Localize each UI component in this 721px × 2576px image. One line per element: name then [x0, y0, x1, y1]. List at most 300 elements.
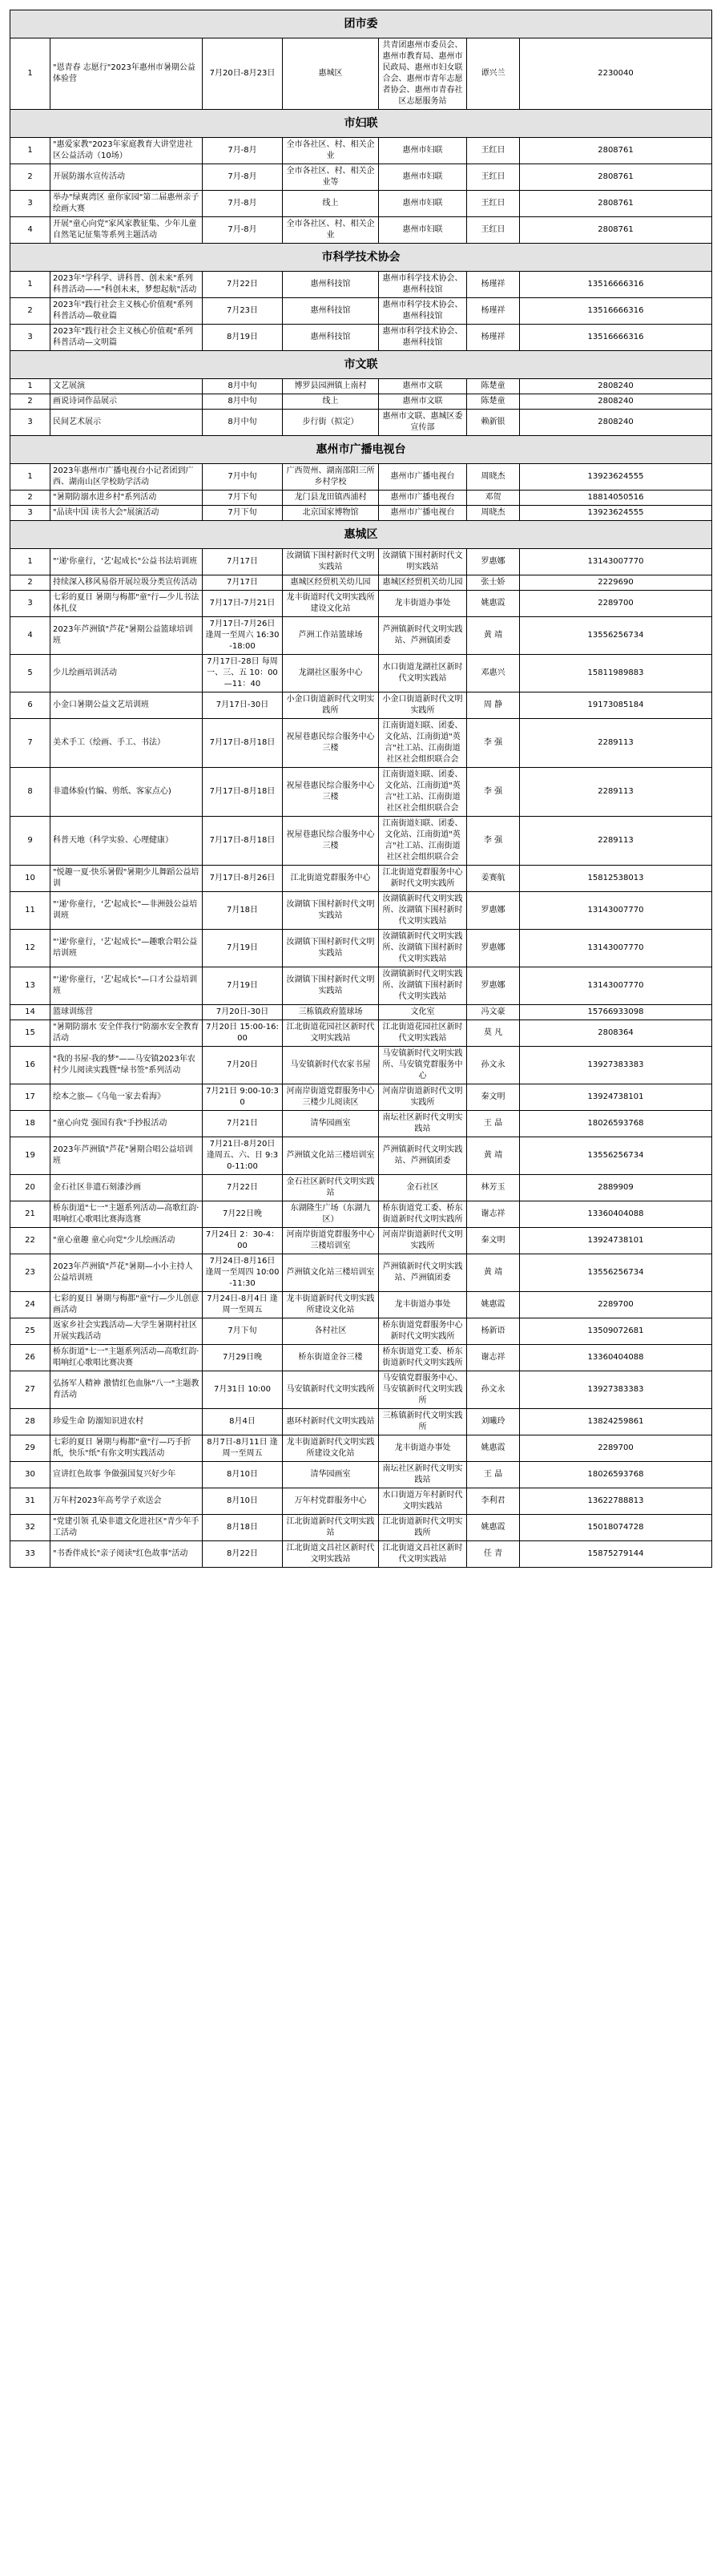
activity-time-cell: 7月17日-28日 每周一、三、五 10：00—11：40	[203, 655, 283, 692]
activity-time-cell: 7月17日-8月18日	[203, 768, 283, 817]
row-index-cell: 1	[10, 464, 50, 491]
activity-location-cell: 江北街道花园社区新时代文明实践站	[283, 1020, 379, 1047]
activity-time-cell: 7月17日-7月26日 逢周一至周六 16:30-18:00	[203, 617, 283, 655]
activity-name-cell: "惠爱家教"2023年家庭教育大讲堂进社区公益活动（10场）	[50, 138, 203, 164]
contact-phone-cell: 18814050516	[520, 491, 712, 506]
table-row	[10, 591, 712, 617]
activity-location-cell: 博罗县园洲镇上南村	[283, 379, 379, 394]
activity-time-cell: 8月4日	[203, 1409, 283, 1435]
activity-location-cell: 广西贺州、湖南邵阳三所乡村学校	[283, 464, 379, 491]
row-index-cell: 21	[10, 1201, 50, 1228]
row-index-cell: 3	[10, 591, 50, 617]
activity-name-cell: 金石社区非遗石刻漆沙画	[50, 1175, 203, 1201]
activity-time-cell: 7月24日 2：30-4：00	[203, 1228, 283, 1254]
activity-time-cell: 7月29日晚	[203, 1345, 283, 1371]
table-row	[10, 1462, 712, 1488]
row-index-cell: 22	[10, 1228, 50, 1254]
row-index-cell: 23	[10, 1254, 50, 1292]
organizer-cell: 桥东街道党工委、桥东街道新时代文明实践所	[379, 1345, 467, 1371]
activity-name-cell: 画说诗词作品展示	[50, 394, 203, 410]
organizer-cell: 惠州市妇联	[379, 191, 467, 217]
contact-person-cell: 李 强	[467, 768, 520, 817]
activity-name-cell: "品读中国 读书大会"展演活动	[50, 506, 203, 521]
organizer-cell: 江北街道花园社区新时代文明实践站	[379, 1020, 467, 1047]
contact-person-cell: 杨瑾祥	[467, 272, 520, 298]
activity-name-cell: 2023年"践行社会主义核心价值观"系列科普活动—敬业篇	[50, 298, 203, 325]
contact-phone-cell: 2229690	[520, 575, 712, 591]
activity-location-cell: 汝湖镇下围村新时代文明实践站	[283, 930, 379, 967]
table-row	[10, 272, 712, 298]
organizer-cell: 惠州市文联	[379, 379, 467, 394]
contact-phone-cell: 2808240	[520, 394, 712, 410]
row-index-cell: 29	[10, 1435, 50, 1462]
activity-name-cell: 少儿绘画培训活动	[50, 655, 203, 692]
organizer-cell: 汝湖镇新时代文明实践所、汝湖镇下围村新时代文明实践站	[379, 930, 467, 967]
table-row	[10, 1371, 712, 1409]
row-index-cell: 7	[10, 719, 50, 768]
activity-time-cell: 7月22日晚	[203, 1201, 283, 1228]
activity-time-cell: 7月17日-7月21日	[203, 591, 283, 617]
activity-time-cell: 7月19日	[203, 967, 283, 1005]
row-index-cell: 9	[10, 817, 50, 866]
organizer-cell: 汝湖镇新时代文明实践所、汝湖镇下围村新时代文明实践站	[379, 892, 467, 930]
organizer-cell: 惠州市文联	[379, 394, 467, 410]
section-title: 市文联	[10, 351, 712, 379]
table-row	[10, 491, 712, 506]
row-index-cell: 26	[10, 1345, 50, 1371]
table-row	[10, 410, 712, 436]
contact-person-cell: 林芳玉	[467, 1175, 520, 1201]
activity-name-cell: 七彩的夏日 暑期与梅都"童"行—少儿书法体扎仪	[50, 591, 203, 617]
section-title: 惠州市广播电视台	[10, 436, 712, 464]
contact-phone-cell: 2808240	[520, 379, 712, 394]
table-row	[10, 1228, 712, 1254]
organizer-cell: 小金口街道新时代文明实践所	[379, 692, 467, 719]
activity-time-cell: 7月-8月	[203, 217, 283, 244]
table-row	[10, 575, 712, 591]
row-index-cell: 27	[10, 1371, 50, 1409]
row-index-cell: 24	[10, 1292, 50, 1318]
activity-time-cell: 7月21日 9:00-10:30	[203, 1084, 283, 1111]
contact-person-cell: 周晓杰	[467, 506, 520, 521]
activity-time-cell: 8月10日	[203, 1488, 283, 1515]
activity-name-cell: "党建引领 孔染非遗文化进社区"青少年手工活动	[50, 1515, 203, 1541]
activity-time-cell: 7月31日 10:00	[203, 1371, 283, 1409]
organizer-cell: 芦洲镇新时代文明实践站、芦洲镇团委	[379, 617, 467, 655]
activity-name-cell: "我的书屋·我的梦"——马安镇2023年农村少儿阅读实践暨"绿书签"系列活动	[50, 1047, 203, 1084]
organizer-cell: 三栋镇新时代文明实践所	[379, 1409, 467, 1435]
activity-time-cell: 7月中旬	[203, 464, 283, 491]
table-row	[10, 549, 712, 575]
contact-phone-cell: 2889909	[520, 1175, 712, 1201]
table-row	[10, 325, 712, 351]
contact-person-cell: 黄 靖	[467, 1137, 520, 1175]
activity-name-cell: 返家乡社会实践活动—大学生暑期村社区开展实践活动	[50, 1318, 203, 1345]
organizer-cell: 文化室	[379, 1005, 467, 1020]
contact-person-cell: 秦文明	[467, 1228, 520, 1254]
organizer-cell: 南坛社区新时代文明实践站	[379, 1462, 467, 1488]
section-header-row	[10, 10, 712, 38]
organizer-cell: 汝湖镇新时代文明实践所、汝湖镇下围村新时代文明实践站	[379, 967, 467, 1005]
activity-location-cell: 汝湖镇下围村新时代文明实践站	[283, 892, 379, 930]
contact-phone-cell: 2808364	[520, 1020, 712, 1047]
row-index-cell: 2	[10, 394, 50, 410]
table-row	[10, 1435, 712, 1462]
contact-person-cell: 冯文豪	[467, 1005, 520, 1020]
activity-location-cell: 龙湖社区服务中心	[283, 655, 379, 692]
table-row	[10, 379, 712, 394]
contact-phone-cell: 18026593768	[520, 1111, 712, 1137]
table-row	[10, 1318, 712, 1345]
table-row	[10, 1488, 712, 1515]
activity-time-cell: 8月18日	[203, 1515, 283, 1541]
activity-time-cell: 7月17日	[203, 575, 283, 591]
row-index-cell: 1	[10, 379, 50, 394]
row-index-cell: 8	[10, 768, 50, 817]
contact-phone-cell: 2289700	[520, 1435, 712, 1462]
activity-location-cell: 马安镇新时代文明实践所	[283, 1371, 379, 1409]
row-index-cell: 3	[10, 410, 50, 436]
contact-phone-cell: 15812538013	[520, 866, 712, 892]
activity-name-cell: 2023年芦洲镇"芦花"暑期公益篮球培训班	[50, 617, 203, 655]
activity-location-cell: 祝屋巷惠民综合服务中心三楼	[283, 719, 379, 768]
contact-phone-cell: 2289113	[520, 719, 712, 768]
activity-table-body	[10, 10, 712, 1568]
activity-location-cell: 万年村党群服务中心	[283, 1488, 379, 1515]
activity-time-cell: 8月中旬	[203, 379, 283, 394]
activity-location-cell: 河南岸街道党群服务中心三楼少儿阅读区	[283, 1084, 379, 1111]
contact-person-cell: 姜赛航	[467, 866, 520, 892]
organizer-cell: 桥东街道党工委、桥东街道新时代文明实践所	[379, 1201, 467, 1228]
contact-phone-cell: 13143007770	[520, 930, 712, 967]
row-index-cell: 31	[10, 1488, 50, 1515]
contact-phone-cell: 13622788813	[520, 1488, 712, 1515]
organizer-cell: 水口街道龙湖社区新时代文明实践站	[379, 655, 467, 692]
table-row	[10, 967, 712, 1005]
table-row	[10, 1254, 712, 1292]
contact-person-cell: 姚惠霞	[467, 591, 520, 617]
contact-person-cell: 李利君	[467, 1488, 520, 1515]
activity-time-cell: 7月-8月	[203, 191, 283, 217]
organizer-cell: 河南岸街道新时代文明实践所	[379, 1084, 467, 1111]
row-index-cell: 6	[10, 692, 50, 719]
row-index-cell: 1	[10, 138, 50, 164]
activity-name-cell: "'递'你童行，'艺'起成长"—趣歌合唱公益培训班	[50, 930, 203, 967]
row-index-cell: 32	[10, 1515, 50, 1541]
contact-phone-cell: 13143007770	[520, 549, 712, 575]
table-row	[10, 617, 712, 655]
row-index-cell: 5	[10, 655, 50, 692]
contact-person-cell: 王红日	[467, 217, 520, 244]
contact-phone-cell: 13509072681	[520, 1318, 712, 1345]
activity-name-cell: 2023年惠州市广播电视台小记者团到广西、湖南山区学校助学活动	[50, 464, 203, 491]
section-header-row	[10, 436, 712, 464]
activity-time-cell: 7月下旬	[203, 1318, 283, 1345]
activity-name-cell: 绘本之旅—《乌龟一家去看海》	[50, 1084, 203, 1111]
table-row	[10, 394, 712, 410]
activity-time-cell: 7月17日	[203, 549, 283, 575]
contact-person-cell: 陈楚童	[467, 394, 520, 410]
section-header-row	[10, 244, 712, 272]
organizer-cell: 惠州市科学技术协会、惠州科技馆	[379, 272, 467, 298]
contact-person-cell: 莫 凡	[467, 1020, 520, 1047]
contact-person-cell: 张士娇	[467, 575, 520, 591]
contact-phone-cell: 13927383383	[520, 1047, 712, 1084]
activity-location-cell: 芦洲工作站篮球场	[283, 617, 379, 655]
organizer-cell: 共青团惠州市委员会、惠州市教育局、惠州市民政局、惠州市妇女联合会、惠州市青年志愿者协会、惠州市青春社区志愿服务站	[379, 38, 467, 110]
contact-person-cell: 罗惠娜	[467, 930, 520, 967]
activity-name-cell: "恩青春 志愿行"2023年惠州市暑期公益体验营	[50, 38, 203, 110]
activity-time-cell: 8月7日-8月11日 逢周一至周五	[203, 1435, 283, 1462]
activity-time-cell: 7月下旬	[203, 491, 283, 506]
activity-location-cell: 龙丰街道时代文明实践所建设文化站	[283, 591, 379, 617]
activity-location-cell: 线上	[283, 394, 379, 410]
activity-name-cell: "童心童趣 童心向党"少儿绘画活动	[50, 1228, 203, 1254]
section-title: 团市委	[10, 10, 712, 38]
row-index-cell: 10	[10, 866, 50, 892]
contact-person-cell: 谢志祥	[467, 1345, 520, 1371]
row-index-cell: 2	[10, 298, 50, 325]
organizer-cell: 江北街道党群服务中心新时代文明实践所	[379, 866, 467, 892]
table-row	[10, 1137, 712, 1175]
contact-phone-cell: 13556256734	[520, 1254, 712, 1292]
activity-time-cell: 7月19日	[203, 930, 283, 967]
row-index-cell: 2	[10, 164, 50, 191]
activity-location-cell: 芦洲镇文化站三楼培训室	[283, 1254, 379, 1292]
organizer-cell: 龙丰街道办事处	[379, 591, 467, 617]
activity-location-cell: 汝湖镇下围村新时代文明实践站	[283, 549, 379, 575]
activity-time-cell: 7月下旬	[203, 506, 283, 521]
organizer-cell: 惠城区经贸机关幼儿园	[379, 575, 467, 591]
activity-name-cell: 弘扬军人精神 激情红色血脉"八一"主题教育活动	[50, 1371, 203, 1409]
organizer-cell: 惠州市广播电视台	[379, 506, 467, 521]
table-row	[10, 866, 712, 892]
activity-name-cell: 科普天地（科学实验、心理健康）	[50, 817, 203, 866]
table-row	[10, 1084, 712, 1111]
row-index-cell: 3	[10, 191, 50, 217]
table-row	[10, 768, 712, 817]
row-index-cell: 20	[10, 1175, 50, 1201]
row-index-cell: 13	[10, 967, 50, 1005]
contact-phone-cell: 13824259861	[520, 1409, 712, 1435]
activity-location-cell: 东湖隆生广场（东湖九区）	[283, 1201, 379, 1228]
activity-location-cell: 惠城区	[283, 38, 379, 110]
section-header-row	[10, 351, 712, 379]
activity-location-cell: 龙门县龙田镇西浦村	[283, 491, 379, 506]
table-row	[10, 1047, 712, 1084]
activity-name-cell: "'递'你童行，'艺'起成长"—口才公益培训班	[50, 967, 203, 1005]
section-header-row	[10, 110, 712, 138]
contact-person-cell: 罗惠娜	[467, 892, 520, 930]
activity-schedule-sheet	[10, 10, 711, 1568]
contact-phone-cell: 13516666316	[520, 298, 712, 325]
contact-phone-cell: 13924738101	[520, 1084, 712, 1111]
activity-location-cell: 芦洲镇文化站三楼培训室	[283, 1137, 379, 1175]
organizer-cell: 芦洲镇新时代文明实践站、芦洲镇团委	[379, 1137, 467, 1175]
activity-name-cell: "暑期防溺水 安全伴我行"防溺水安全教育活动	[50, 1020, 203, 1047]
contact-phone-cell: 2289113	[520, 817, 712, 866]
table-row	[10, 1020, 712, 1047]
table-row	[10, 930, 712, 967]
contact-person-cell: 孙文永	[467, 1047, 520, 1084]
contact-person-cell: 李 强	[467, 719, 520, 768]
row-index-cell: 15	[10, 1020, 50, 1047]
row-index-cell: 14	[10, 1005, 50, 1020]
contact-phone-cell: 13360404088	[520, 1201, 712, 1228]
activity-name-cell: "暑期防溺水进乡村"系列活动	[50, 491, 203, 506]
table-row	[10, 1515, 712, 1541]
activity-location-cell: 江北街道新时代文明实践站	[283, 1515, 379, 1541]
contact-person-cell: 杨瑾祥	[467, 325, 520, 351]
activity-name-cell: 开展防溺水宣传活动	[50, 164, 203, 191]
row-index-cell: 30	[10, 1462, 50, 1488]
table-row	[10, 164, 712, 191]
activity-location-cell: 惠州科技馆	[283, 272, 379, 298]
table-row	[10, 1175, 712, 1201]
contact-person-cell: 谭兴兰	[467, 38, 520, 110]
table-row	[10, 1292, 712, 1318]
table-row	[10, 506, 712, 521]
activity-name-cell: 万年村2023年高考学子欢送会	[50, 1488, 203, 1515]
activity-name-cell: 桥东街道"七一"主题系列活动—高歌红韵·唱响红心歌唱比赛决赛	[50, 1345, 203, 1371]
activity-location-cell: 江北街道党群服务中心	[283, 866, 379, 892]
table-row	[10, 1345, 712, 1371]
contact-person-cell: 任 青	[467, 1541, 520, 1568]
activity-time-cell: 8月中旬	[203, 394, 283, 410]
activity-name-cell: 小金口暑期公益文艺培训班	[50, 692, 203, 719]
activity-name-cell: 七彩的夏日 暑期与梅都"童"行—少儿创意画活动	[50, 1292, 203, 1318]
contact-phone-cell: 15875279144	[520, 1541, 712, 1568]
contact-person-cell: 罗惠娜	[467, 967, 520, 1005]
contact-person-cell: 陈楚童	[467, 379, 520, 394]
organizer-cell: 惠州市妇联	[379, 217, 467, 244]
table-row	[10, 298, 712, 325]
contact-phone-cell: 13924738101	[520, 1228, 712, 1254]
activity-location-cell: 各村社区	[283, 1318, 379, 1345]
activity-time-cell: 7月23日	[203, 298, 283, 325]
activity-location-cell: 三栋镇政府篮球场	[283, 1005, 379, 1020]
contact-phone-cell: 15766933098	[520, 1005, 712, 1020]
table-row	[10, 1111, 712, 1137]
organizer-cell: 河南岸街道新时代文明实践所	[379, 1228, 467, 1254]
contact-person-cell: 罗惠娜	[467, 549, 520, 575]
organizer-cell: 惠州市科学技术协会、惠州科技馆	[379, 325, 467, 351]
organizer-cell: 马安镇党群服务中心、马安镇新时代文明实践所	[379, 1371, 467, 1409]
table-row	[10, 38, 712, 110]
contact-phone-cell: 13556256734	[520, 1137, 712, 1175]
contact-phone-cell: 15811989883	[520, 655, 712, 692]
activity-location-cell: 清华园画室	[283, 1462, 379, 1488]
row-index-cell: 1	[10, 272, 50, 298]
contact-phone-cell: 2289700	[520, 1292, 712, 1318]
contact-phone-cell: 13923624555	[520, 506, 712, 521]
activity-location-cell: 桥东街道金谷三楼	[283, 1345, 379, 1371]
activity-location-cell: 全市各社区、村、相关企业	[283, 217, 379, 244]
contact-phone-cell: 2808761	[520, 138, 712, 164]
organizer-cell: 芦洲镇新时代文明实践站、芦洲镇团委	[379, 1254, 467, 1292]
contact-person-cell: 黄 靖	[467, 617, 520, 655]
row-index-cell: 16	[10, 1047, 50, 1084]
organizer-cell: 江南街道妇联、团委、文化站、江南街道"英言"社工站、江南街道社区社会组织联合会	[379, 719, 467, 768]
table-row	[10, 138, 712, 164]
activity-name-cell: "童心向党 强国有我"手抄报活动	[50, 1111, 203, 1137]
contact-phone-cell: 13143007770	[520, 967, 712, 1005]
contact-person-cell: 赖新银	[467, 410, 520, 436]
contact-person-cell: 王 晶	[467, 1462, 520, 1488]
contact-phone-cell: 2808240	[520, 410, 712, 436]
activity-name-cell: "书香伴成长"亲子阅读"红色故事"活动	[50, 1541, 203, 1568]
table-row	[10, 1409, 712, 1435]
activity-location-cell: 惠州科技馆	[283, 298, 379, 325]
activity-location-cell: 河南岸街道党群服务中心三楼培训室	[283, 1228, 379, 1254]
section-title: 惠城区	[10, 521, 712, 549]
activity-location-cell: 江北街道文昌社区新时代文明实践站	[283, 1541, 379, 1568]
activity-time-cell: 8月22日	[203, 1541, 283, 1568]
contact-person-cell: 周 静	[467, 692, 520, 719]
activity-table	[10, 10, 712, 1568]
activity-time-cell: 7月17日-8月18日	[203, 817, 283, 866]
contact-person-cell: 邓贺	[467, 491, 520, 506]
organizer-cell: 龙丰街道办事处	[379, 1435, 467, 1462]
activity-location-cell: 龙丰街道新时代文明实践所建设文化站	[283, 1292, 379, 1318]
contact-phone-cell: 19173085184	[520, 692, 712, 719]
organizer-cell: 江北街道新时代文明实践所	[379, 1515, 467, 1541]
activity-name-cell: 美术手工（绘画、手工、书法）	[50, 719, 203, 768]
activity-location-cell: 北京国家博物馆	[283, 506, 379, 521]
organizer-cell: 江南街道妇联、团委、文化站、江南街道"英言"社工站、江南街道社区社会组织联合会	[379, 768, 467, 817]
table-row	[10, 655, 712, 692]
table-row	[10, 1005, 712, 1020]
organizer-cell: 桥东街道党群服务中心新时代文明实践所	[379, 1318, 467, 1345]
activity-name-cell: 民间艺术展示	[50, 410, 203, 436]
table-row	[10, 892, 712, 930]
activity-location-cell: 小金口街道新时代文明实践所	[283, 692, 379, 719]
contact-person-cell: 黄 靖	[467, 1254, 520, 1292]
contact-person-cell: 姚惠霞	[467, 1515, 520, 1541]
section-title: 市妇联	[10, 110, 712, 138]
activity-name-cell: 桥东街道"七一"主题系列活动—高歌红韵·唱响红心歌唱比赛海选赛	[50, 1201, 203, 1228]
activity-location-cell: 清华园画室	[283, 1111, 379, 1137]
organizer-cell: 惠州市科学技术协会、惠州科技馆	[379, 298, 467, 325]
table-row	[10, 719, 712, 768]
contact-phone-cell: 13516666316	[520, 272, 712, 298]
table-row	[10, 191, 712, 217]
activity-location-cell: 步行街（拟定）	[283, 410, 379, 436]
activity-location-cell: 金石社区新时代文明实践站	[283, 1175, 379, 1201]
table-row	[10, 1541, 712, 1568]
activity-time-cell: 7月20日 15:00-16:00	[203, 1020, 283, 1047]
organizer-cell: 惠州市妇联	[379, 164, 467, 191]
organizer-cell: 惠州市妇联	[379, 138, 467, 164]
contact-phone-cell: 2808761	[520, 217, 712, 244]
contact-phone-cell: 13360404088	[520, 1345, 712, 1371]
activity-location-cell: 祝屋巷惠民综合服务中心三楼	[283, 768, 379, 817]
contact-person-cell: 姚惠霞	[467, 1292, 520, 1318]
contact-phone-cell: 2289113	[520, 768, 712, 817]
activity-time-cell: 8月19日	[203, 325, 283, 351]
contact-phone-cell: 2808761	[520, 191, 712, 217]
contact-phone-cell: 13923624555	[520, 464, 712, 491]
table-row	[10, 1201, 712, 1228]
activity-time-cell: 7月22日	[203, 272, 283, 298]
row-index-cell: 17	[10, 1084, 50, 1111]
activity-time-cell: 7月17日-8月26日	[203, 866, 283, 892]
activity-location-cell: 马安镇新时代农家书屋	[283, 1047, 379, 1084]
activity-time-cell: 8月10日	[203, 1462, 283, 1488]
section-header-row	[10, 521, 712, 549]
activity-time-cell: 7月24日-8月16日 逢周一至周四 10:00-11:30	[203, 1254, 283, 1292]
row-index-cell: 25	[10, 1318, 50, 1345]
